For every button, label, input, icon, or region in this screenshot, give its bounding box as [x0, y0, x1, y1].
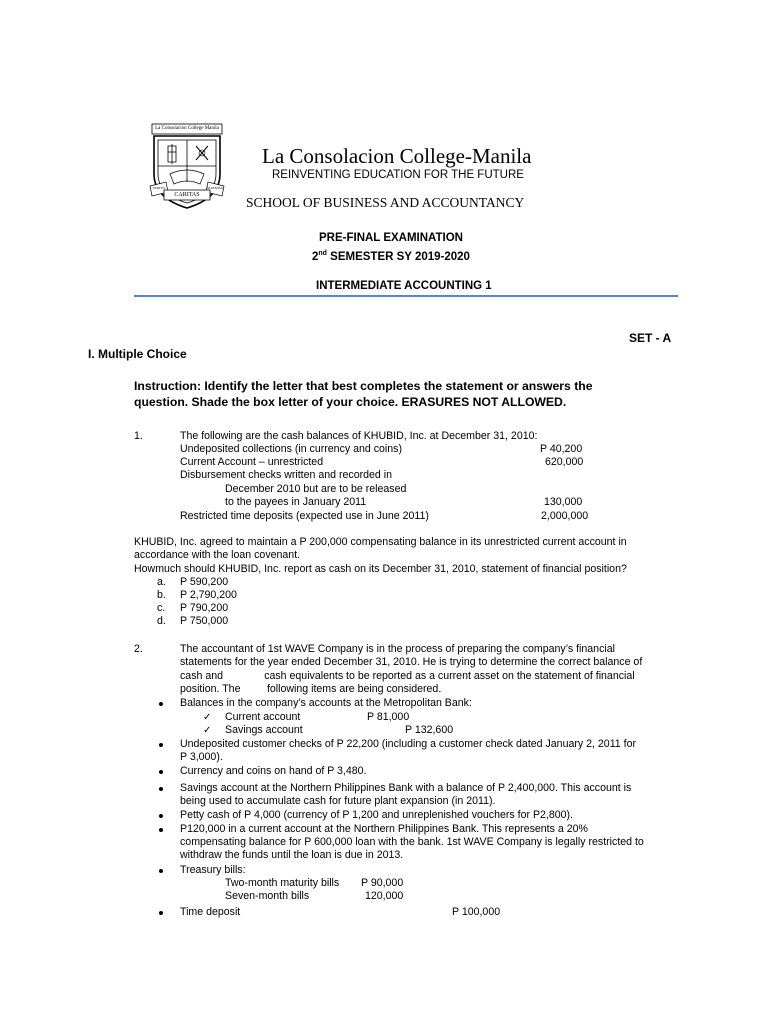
seal-left-text: VIRTUS: [152, 186, 166, 190]
q2-number: 2.: [134, 643, 143, 655]
instruction-line-2: question. Shade the box letter of your choice. ERASURES NOT ALLOWED.: [134, 395, 567, 409]
bullet-icon: [159, 770, 163, 774]
q1-choice-text[interactable]: P 590,200: [180, 576, 229, 588]
bullet-icon: [159, 869, 163, 873]
semester-suffix: nd: [318, 250, 327, 257]
q2-bullet-text: compensating balance for P 600,000 loan with the bank. 1st WAVE Company is legally restricted to: [180, 836, 644, 848]
q1-item-label: Undeposited collections (in currency and coins): [180, 443, 402, 455]
q1-intro: The following are the cash balances of KHUBID, Inc. at December 31, 2010:: [180, 430, 538, 442]
header-divider: [134, 295, 678, 297]
q1-item-amount: 2,000,000: [541, 510, 589, 522]
q2-bullet-text: Savings account at the Northern Philippines Bank with a balance of P 2,400,000. This account is: [180, 782, 632, 794]
q2-sub-label: Savings account: [225, 724, 303, 736]
q1-paragraph-line-1: KHUBID, Inc. agreed to maintain a P 200,000 compensating balance in its unrestricted current account in: [134, 536, 627, 548]
q1-choice-text[interactable]: P 2,790,200: [180, 589, 237, 601]
seal-right-text: SCIENTIA: [207, 186, 223, 190]
checkmark-icon: ✓: [203, 725, 212, 736]
bullet-icon: [159, 743, 163, 747]
checkmark-icon: ✓: [203, 712, 212, 723]
set-label: SET - A: [629, 331, 672, 345]
q2-bullet-text: P 3,000).: [180, 751, 223, 763]
q2-bullet-text: Balances in the company’s accounts at the Metropolitan Bank:: [180, 697, 472, 709]
tagline: REINVENTING EDUCATION FOR THE FUTURE: [272, 169, 524, 181]
q1-choice-letter: a.: [157, 576, 166, 588]
q2-bullet-text: Undeposited customer checks of P 22,200 (including a customer check dated January 2, 2011 for: [180, 738, 636, 750]
q1-item-amount: P 40,200: [540, 443, 583, 455]
q1-paragraph-line-2: accordance with the loan covenant.: [134, 549, 301, 561]
q1-item-label: Disbursement checks written and recorded in: [180, 469, 392, 481]
q2-bullet-text: Petty cash of P 4,000 (currency of P 1,200 and unreplenished vouchers for P2,800).: [180, 809, 573, 821]
q2-sub-amount: P 132,600: [405, 724, 454, 736]
q2-line: statements for the year ended December 31, 2010. He is trying to determine the correct balance of: [180, 656, 643, 668]
subject-title: INTERMEDIATE ACCOUNTING 1: [316, 280, 492, 292]
q2-sub-amount: P 81,000: [367, 711, 410, 723]
q1-choice-letter: d.: [157, 615, 166, 627]
semester-number: 2: [312, 250, 319, 263]
bullet-icon: [159, 814, 163, 818]
section-title: I. Multiple Choice: [88, 347, 187, 361]
q1-item-label: December 2010 but are to be released: [225, 483, 407, 495]
semester-line: [312, 247, 470, 264]
seal-banner-text: CARITAS: [174, 192, 200, 198]
q2-bullet-amount: P 100,000: [452, 906, 501, 918]
q1-number: 1.: [134, 430, 143, 442]
school-name: SCHOOL OF BUSINESS AND ACCOUNTANCY: [246, 195, 525, 210]
bullet-icon: [159, 787, 163, 791]
bullet-icon: [159, 911, 163, 915]
q2-line: The accountant of 1st WAVE Company is in the process of preparing the company’s financial: [180, 643, 615, 655]
q2-bullet-text: withdraw the funds until the loan is due in 2013.: [180, 849, 404, 861]
q2-line: cash and cash equivalents to be reported as a current asset on the statement of financial: [180, 670, 635, 682]
q1-choice-text[interactable]: P 790,200: [180, 602, 229, 614]
bullet-icon: [159, 828, 163, 832]
instruction-line-1: Instruction: Identify the letter that best completes the statement or answers the: [134, 379, 593, 393]
q2-bullet-text: Currency and coins on hand of P 3,480.: [180, 765, 367, 777]
q1-item-amount: 130,000: [544, 496, 583, 508]
q1-item-label: Restricted time deposits (expected use in June 2011): [180, 510, 429, 522]
q2-sub-label: Current account: [225, 711, 301, 723]
q2-bullet-text: P120,000 in a current account at the Northern Philippines Bank. This represents a 20%: [180, 823, 588, 835]
q1-question: Howmuch should KHUBID, Inc. report as cash on its December 31, 2010, statement of financial position?: [134, 563, 627, 575]
q1-item-amount: 620,000: [545, 456, 584, 468]
q1-choice-letter: c.: [157, 602, 166, 614]
q2-bullet-text: being used to accumulate cash for future plant expansion (in 2011).: [180, 795, 496, 807]
q2-bullet-text: Time deposit: [180, 906, 241, 918]
q2-sub-label: Two-month maturity bills: [225, 877, 340, 889]
q2-sub-amount: 120,000: [365, 890, 404, 902]
q1-choice-letter: b.: [157, 589, 166, 601]
q2-sub-label: Seven-month bills: [225, 890, 310, 902]
q1-item-label: to the payees in January 2011: [225, 496, 367, 508]
college-seal: [146, 120, 228, 212]
q2-line: position. The following items are being considered.: [180, 683, 442, 695]
college-name: La Consolacion College-Manila: [262, 144, 532, 168]
q1-choice-text[interactable]: P 750,000: [180, 615, 229, 627]
q1-item-label: Current Account – unrestricted: [180, 456, 324, 468]
seal-ribbon-text: La Consolacion College Manila: [155, 126, 219, 131]
exam-title: PRE-FINAL EXAMINATION: [319, 232, 463, 244]
bullet-icon: [159, 702, 163, 706]
semester-text: SEMESTER SY 2019-2020: [326, 250, 470, 263]
q2-sub-amount: P 90,000: [361, 877, 404, 889]
q2-bullet-text: Treasury bills:: [180, 864, 246, 876]
